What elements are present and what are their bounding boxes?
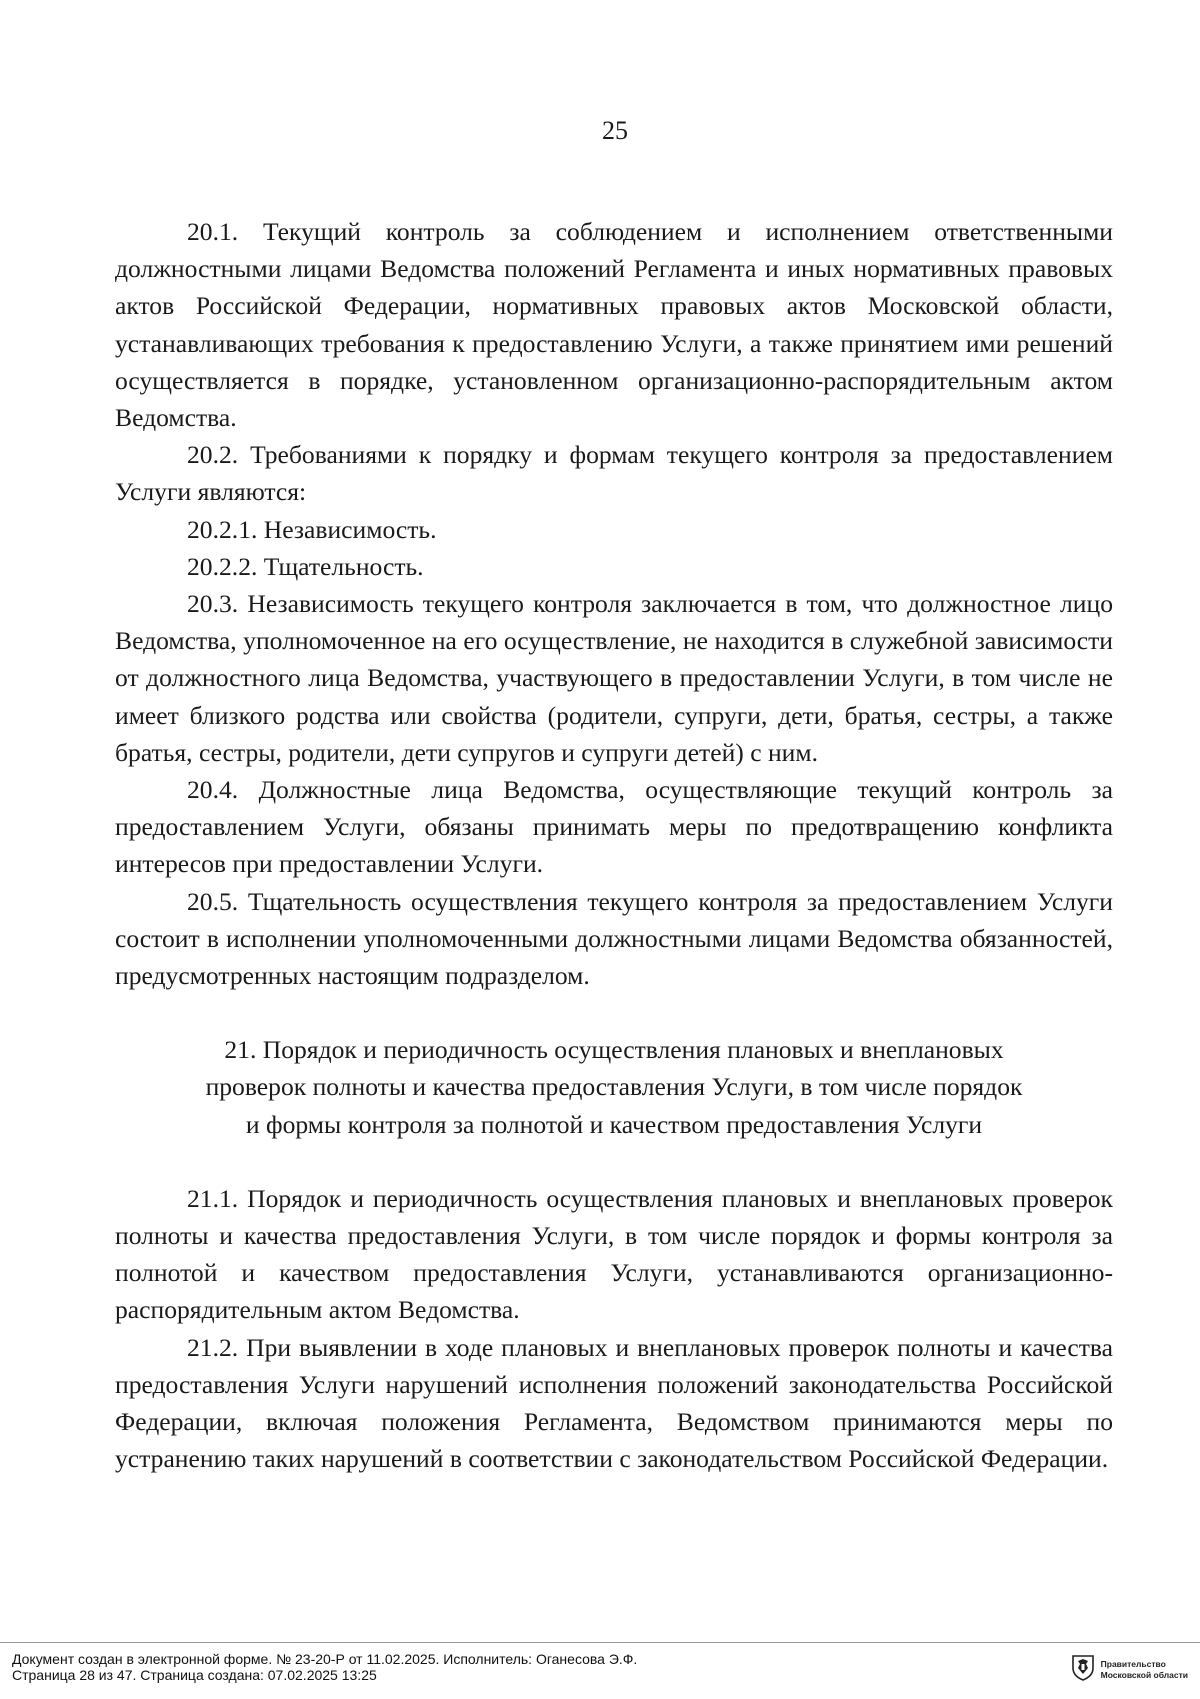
footer-text (12, 1651, 637, 1683)
government-logo (1071, 1653, 1188, 1686)
section-heading-21 (115, 994, 1113, 1180)
paragraph-20-4: 20.4. Должностные лица Ведомства, осуществляющие текущий контроль за предоставлением Услуги, обязаны принимать меры по предотвращению конфликта интересов при предоставлении Услуги. (115, 775, 1113, 879)
paragraph-20-2: 20.2. Требованиями к порядку и формам текущего контроля за предоставлением Услуги являются: (115, 440, 1113, 507)
government-logo-line-1: Правительство (1100, 1658, 1166, 1669)
paragraph-20-1: 20.1. Текущий контроль за соблюдением и исполнением ответственными должностными лицами Ведомства положений Регламента и иных нормативных правовых актов Российской Федерации, нормативных правовых актов Московской области, устанавливающих требования к предоставлению Услуги, а также принятием ими решений осуществляется в порядке, установленном организационно-распорядительным актом Ведомства. (115, 217, 1113, 433)
footer-line-1: Документ создан в электронной форме. № 23-20-Р от 11.02.2025. Исполнитель: Оганесова Э.Ф. (12, 1651, 638, 1667)
paragraph-21-1: 21.1. Порядок и периодичность осуществления плановых и внеплановых проверок полноты и качества предоставления Услуги, в том числе порядок и формы контроля за полнотой и качеством предоставления Услуги, устанавливаются организационно-распорядительным актом Ведомства. (115, 1183, 1113, 1325)
section-heading-line-1: 21. Порядок и периодичность осуществления плановых и внеплановых (224, 1035, 1004, 1065)
government-logo-text (1101, 1659, 1188, 1681)
page-number: 25 (602, 116, 628, 145)
government-logo-line-2: Московской области (1100, 1669, 1188, 1680)
document-footer (0, 1642, 1200, 1699)
paragraph-20-5: 20.5. Тщательность осуществления текущего контроля за предоставлением Услуги состоит в исполнении уполномоченными должностными лицами Ведомства обязанностей, предусмотренных настоящим подразделом. (115, 886, 1113, 991)
moscow-region-coat-of-arms-icon (1071, 1653, 1095, 1686)
paragraph-21-2: 21.2. При выявлении в ходе плановых и внеплановых проверок полноты и качества предоставления Услуги нарушений исполнения положений законодательства Российской Федерации, включая положения Регламента, Ведомством принимаются меры по устранению таких нарушений в соответствии с законодательством Российской Федерации. (115, 1332, 1113, 1474)
paragraph-20-2-2: 20.2.2. Тщательность. (187, 551, 424, 581)
paragraph-20-3: 20.3. Независимость текущего контроля заключается в том, что должностное лицо Ведомства, уполномоченное на его осуществление, не находится в служебной зависимости от должностного лица Ведомства, участвующего в предоставлении Услуги, в том числе не имеет близкого родства или свойства (родители, супруги, дети, братья, сестры, а также братья, сестры, родители, дети супругов и супруги детей) с ним. (115, 589, 1113, 767)
section-heading-line-3: и формы контроля за полнотой и качеством предоставления Услуги (245, 1109, 983, 1139)
document-body (115, 213, 1113, 1478)
section-heading-line-2: проверок полноты и качества предоставления Услуги, в том числе порядок (205, 1072, 1023, 1102)
paragraph-20-2-1: 20.2.1. Независимость. (187, 514, 437, 544)
footer-line-2: Страница 28 из 47. Страница создана: 07.02.2025 13:25 (12, 1667, 377, 1683)
